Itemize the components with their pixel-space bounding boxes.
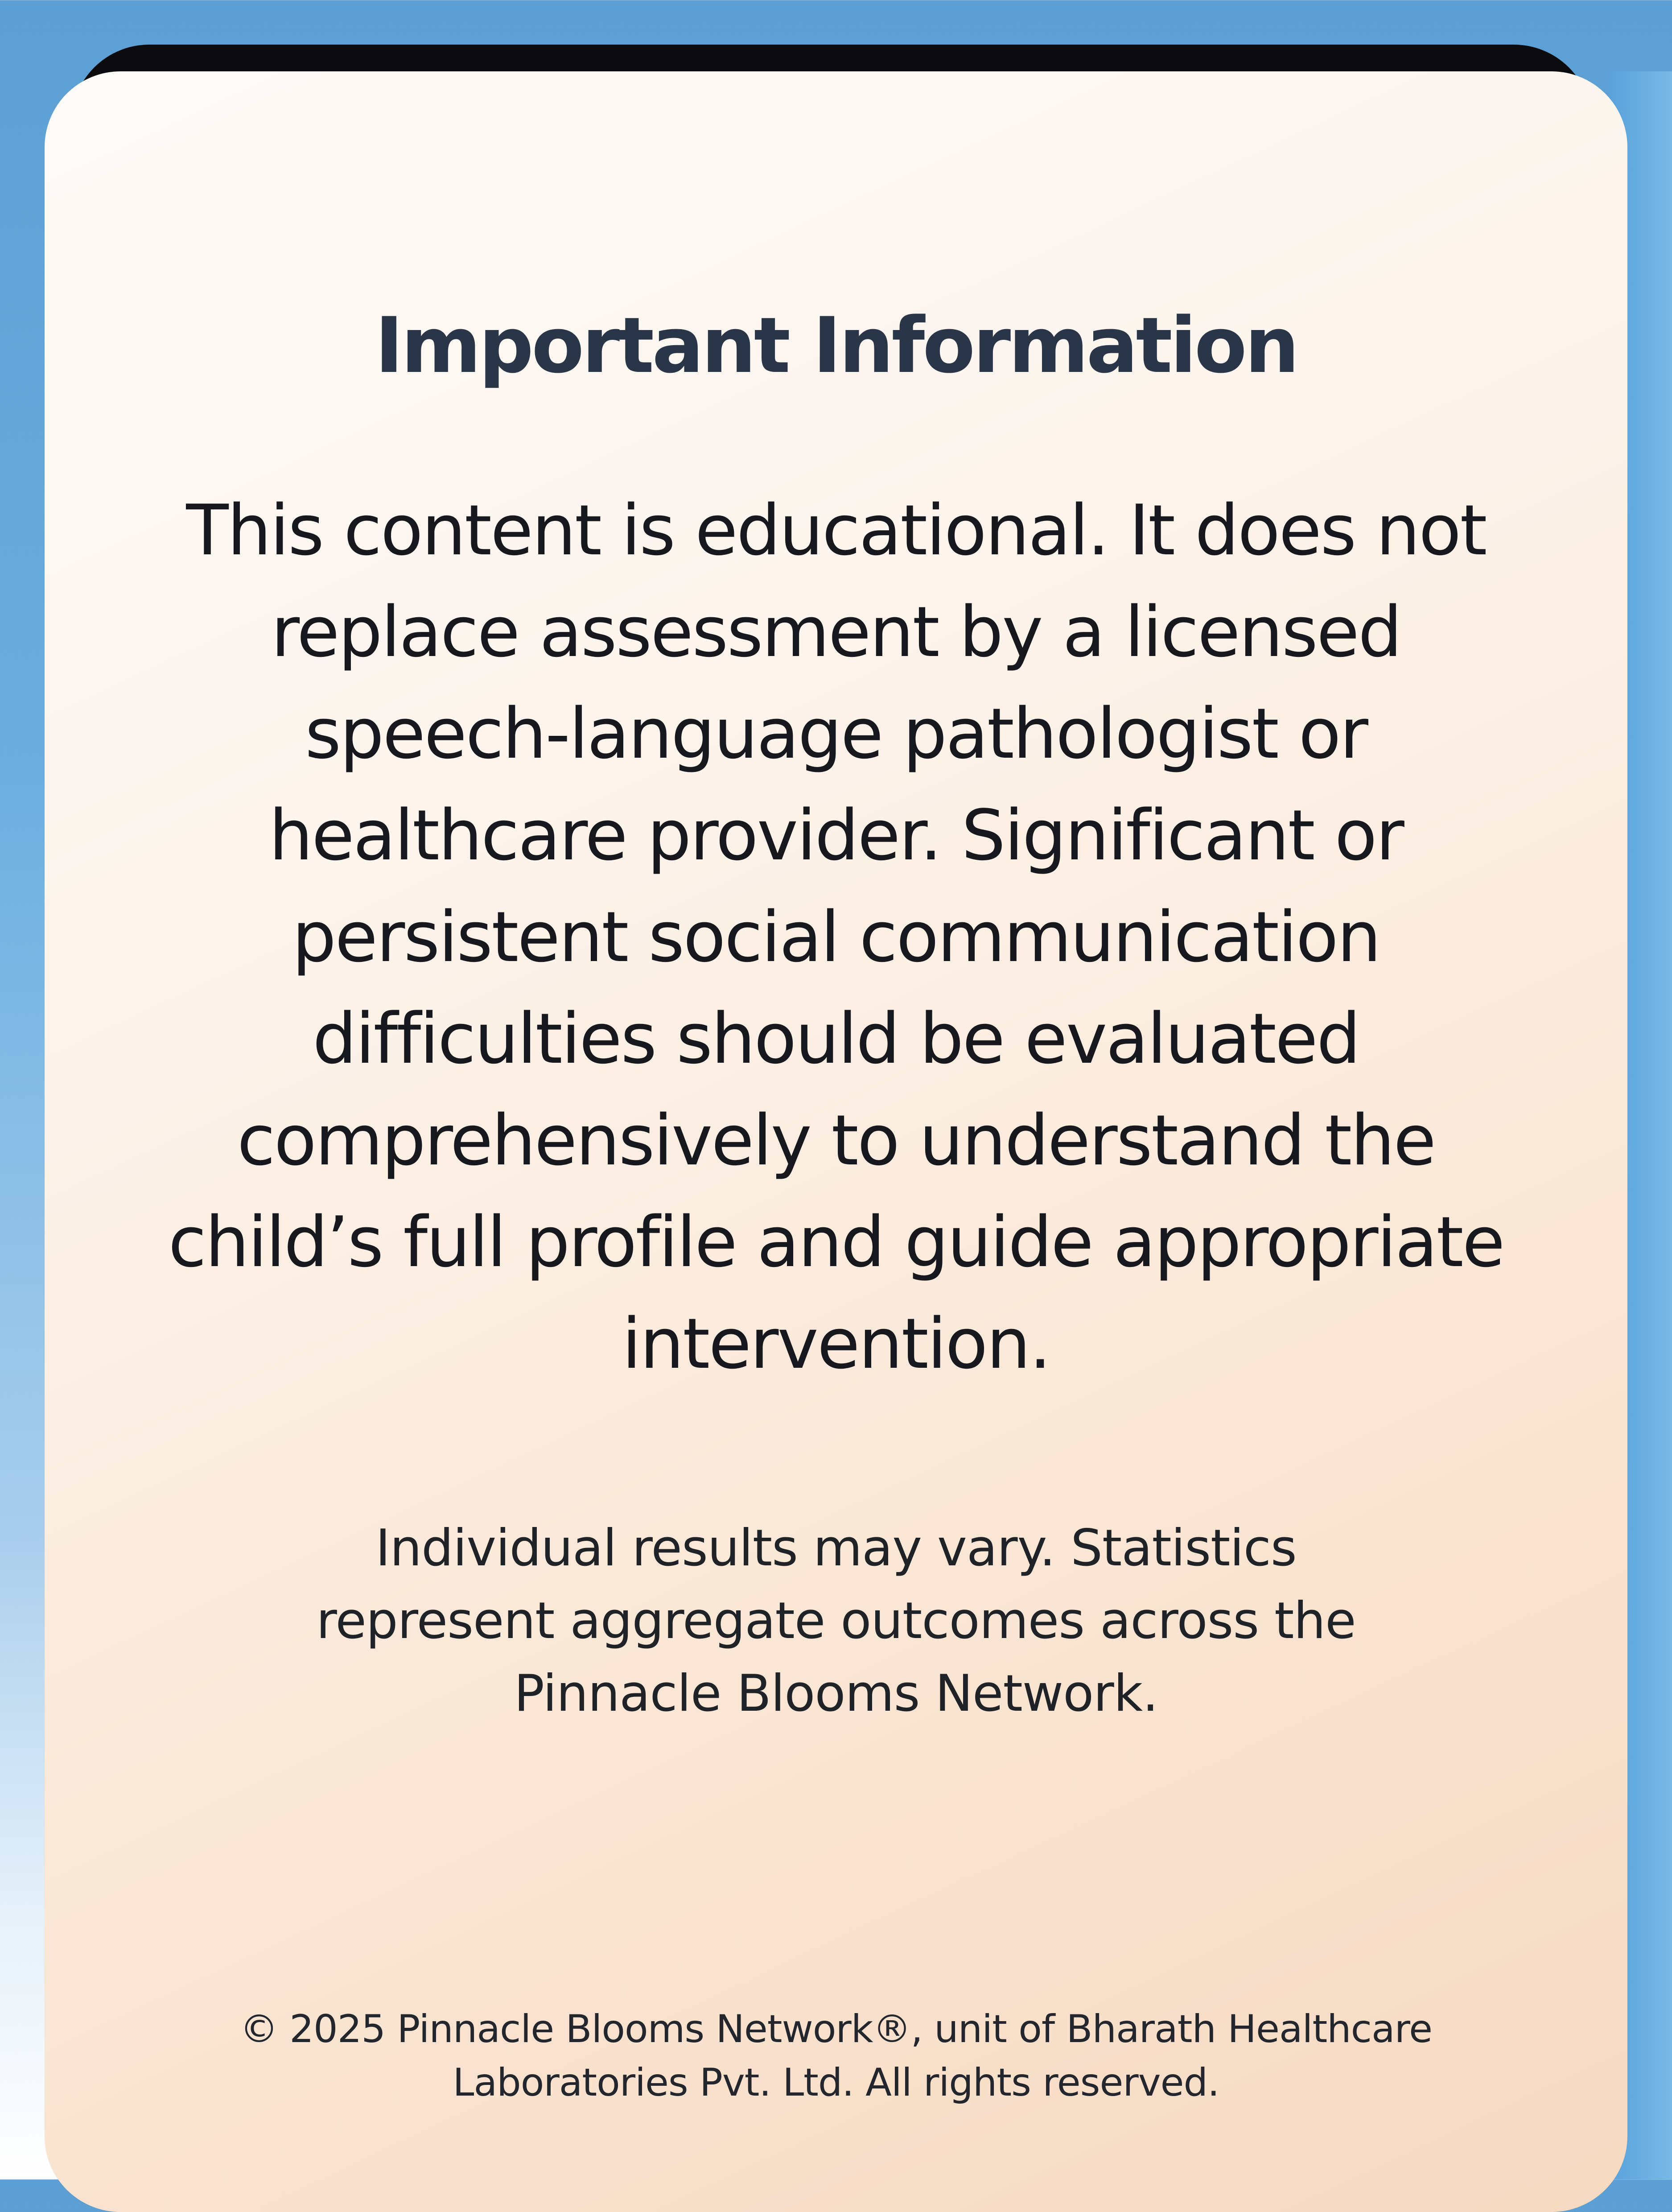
disclaimer-text: This content is educational. It does not replace assessment by a licensed speech-language pathologist or healthcare provider. Significant or persistent social communication difficulties should be evaluated comprehensively to understand the child’s full profile and guide appropriate intervention. (168, 490, 1504, 1384)
results-note: Individual results may vary. Statistics represent aggregate outcomes across the Pinnacle Blooms Network. (316, 1519, 1356, 1723)
copyright-footer: © 2025 Pinnacle Blooms Network®, unit of Bharath Healthcare Laboratories Pvt. Ltd. All rights reserved. (239, 2007, 1433, 2105)
card-title: Important Information (375, 301, 1297, 390)
